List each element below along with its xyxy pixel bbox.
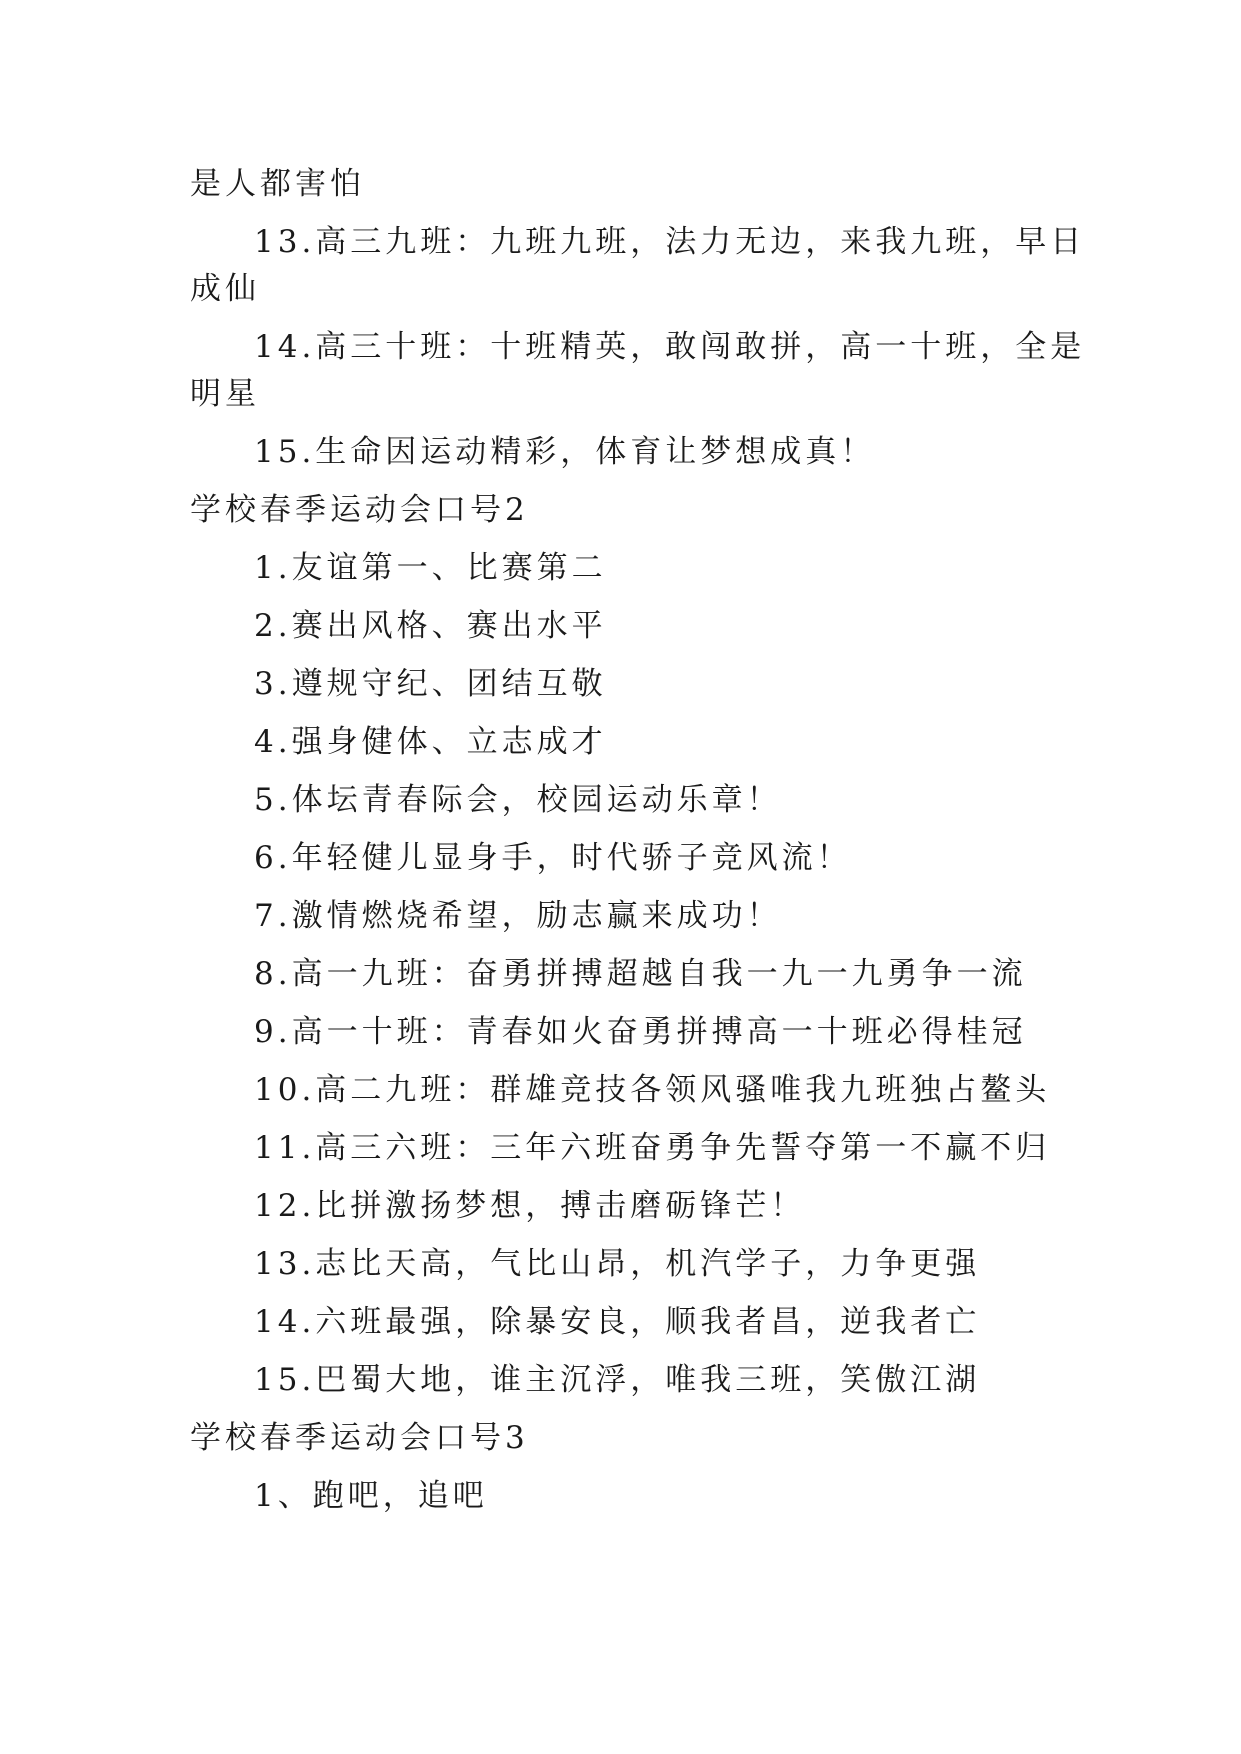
section-heading: 学校春季运动会口号3 — [190, 1420, 529, 1456]
slogan-item: 4.强身健体、立志成才 — [254, 724, 607, 760]
slogan-item: 14.六班最强，除暴安良，顺我者昌，逆我者亡 — [254, 1304, 981, 1340]
section-heading: 学校春季运动会口号2 — [190, 492, 529, 528]
text-line: 明星 — [190, 376, 260, 412]
slogan-item: 3.遵规守纪、团结互敬 — [254, 666, 607, 702]
slogan-item: 15.巴蜀大地，谁主沉浮，唯我三班，笑傲江湖 — [254, 1362, 981, 1398]
slogan-item: 2.赛出风格、赛出水平 — [254, 608, 607, 644]
slogan-item: 1、跑吧，追吧 — [254, 1478, 488, 1514]
slogan-item: 8.高一九班：奋勇拼搏超越自我一九一九勇争一流 — [254, 956, 1027, 992]
text-line: 是人都害怕 — [190, 166, 365, 202]
slogan-item: 5.体坛青春际会，校园运动乐章！ — [254, 782, 782, 818]
slogan-item: 14.高三十班：十班精英，敢闯敢拼，高一十班，全是 — [254, 329, 1086, 365]
slogan-item: 7.激情燃烧希望，励志赢来成功！ — [254, 898, 782, 934]
slogan-item: 10.高二九班：群雄竞技各领风骚唯我九班独占鳌头 — [254, 1072, 1051, 1108]
slogan-item: 12.比拼激扬梦想，搏击磨砺锋芒！ — [254, 1188, 806, 1224]
slogan-item: 13.志比天高，气比山昂，机汽学子，力争更强 — [254, 1246, 981, 1282]
slogan-item: 6.年轻健儿显身手，时代骄子竞风流！ — [254, 840, 852, 876]
slogan-item: 11.高三六班：三年六班奋勇争先誓夺第一不赢不归 — [254, 1130, 1051, 1166]
text-line: 成仙 — [190, 271, 260, 307]
slogan-item: 9.高一十班：青春如火奋勇拼搏高一十班必得桂冠 — [254, 1014, 1027, 1050]
slogan-item: 15.生命因运动精彩，体育让梦想成真！ — [254, 434, 876, 470]
slogan-item: 13.高三九班：九班九班，法力无边，来我九班，早日 — [254, 224, 1086, 260]
slogan-item: 1.友谊第一、比赛第二 — [254, 550, 607, 586]
